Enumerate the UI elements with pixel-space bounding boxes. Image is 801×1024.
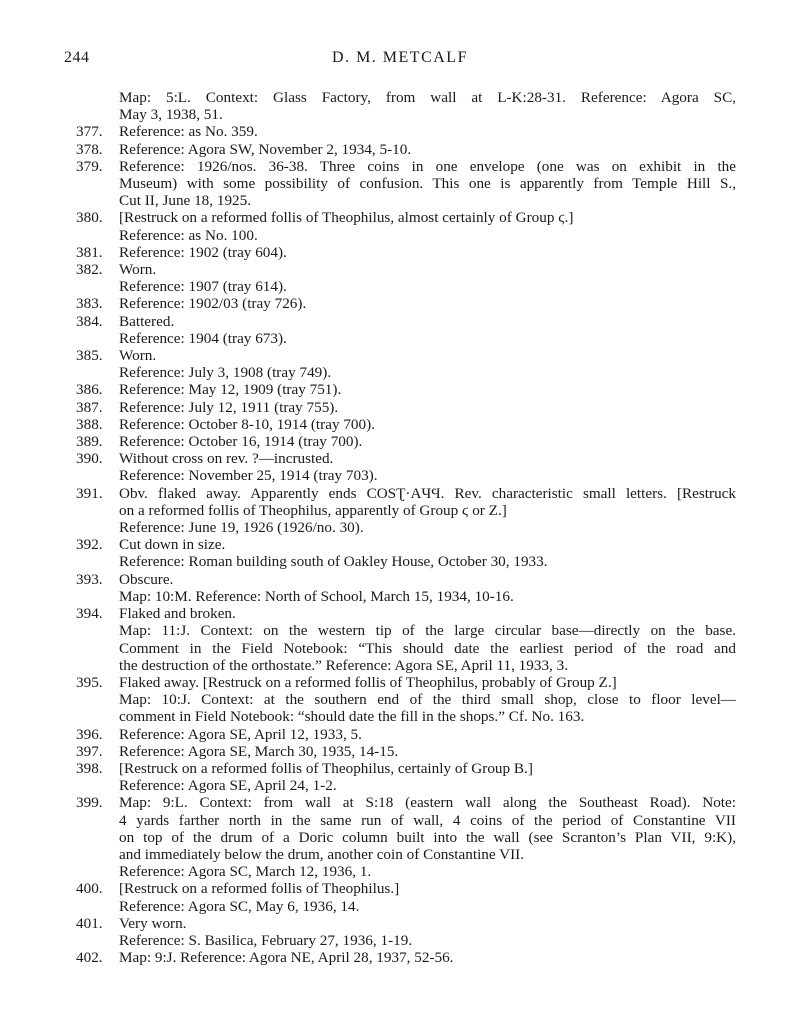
entry-number: 377. [76, 123, 103, 141]
catalogue-entry [76, 433, 736, 450]
entry-number: 378. [76, 140, 103, 158]
entry-text-line: [Restruck on a reformed follis of Theophilus.] [119, 880, 400, 898]
entry-text-line: Reference: as No. 100. [119, 226, 258, 244]
entry-number: 398. [76, 759, 103, 777]
entry-text-line: Reference: Agora SW, November 2, 1934, 5-10. [119, 140, 412, 158]
entry-text-line: comment in Field Notebook: “should date the fill in the shops.” Cf. No. 163. [119, 708, 585, 726]
catalogue-entry [76, 605, 736, 674]
entry-number: 383. [76, 295, 103, 313]
entry-text-line: [Restruck on a reformed follis of Theophilus, almost certainly of Group ϛ.] [119, 209, 574, 227]
entry-number: 379. [76, 157, 103, 175]
catalogue-entry [76, 261, 736, 295]
catalogue-entry [76, 89, 736, 123]
entry-number: 388. [76, 415, 103, 433]
entry-text-line: Comment in the Field Notebook: “This should date the earliest period of the road and [119, 639, 736, 657]
entry-text-line: Reference: October 8-10, 1914 (tray 700). [119, 415, 375, 433]
entry-number: 399. [76, 794, 103, 812]
entry-number: 381. [76, 243, 103, 261]
entry-number: 387. [76, 398, 103, 416]
catalogue-entry [76, 485, 736, 537]
running-title: D. M. METCALF [332, 49, 468, 66]
entry-text-line: May 3, 1938, 51. [119, 106, 223, 124]
entry-text-line: Reference: October 16, 1914 (tray 700). [119, 433, 363, 451]
entry-text-line: Reference: 1907 (tray 614). [119, 278, 287, 296]
entry-text-line: Map: 10:J. Context: at the southern end of the third small shop, close to floor level— [119, 691, 736, 709]
entry-number: 402. [76, 949, 103, 967]
entry-text-line: Flaked away. [Restruck on a reformed follis of Theophilus, probably of Group Z.] [119, 673, 617, 691]
catalogue-entry [76, 244, 736, 261]
catalogue-entry [76, 399, 736, 416]
entry-text-line: Reference: Agora SE, April 24, 1-2. [119, 777, 337, 795]
entry-text-line: Map: 11:J. Context: on the western tip of the large circular base—directly on the base. [119, 622, 736, 640]
catalogue-entry [76, 794, 736, 880]
catalogue-entry [76, 536, 736, 570]
entry-number: 389. [76, 433, 103, 451]
entry-text-line: Reference: November 25, 1914 (tray 703). [119, 467, 378, 485]
entry-number: 384. [76, 312, 103, 330]
entry-number: 392. [76, 536, 103, 554]
entry-text-line: and immediately below the drum, another coin of Constantine VII. [119, 845, 525, 863]
entry-number: 395. [76, 673, 103, 691]
entry-text-line: Flaked and broken. [119, 605, 236, 623]
catalogue-entry [76, 416, 736, 433]
catalogue-entry [76, 450, 736, 484]
entry-text-line: 4 yards farther north in the same run of wall, 4 coins of the period of Constantine VII [119, 811, 736, 829]
entry-number: 386. [76, 381, 103, 399]
entry-number: 391. [76, 484, 103, 502]
catalogue-entry [76, 381, 736, 398]
catalogue-entry [76, 760, 736, 794]
catalogue-entry [76, 313, 736, 347]
catalogue-entries [76, 89, 736, 966]
entry-text-line: Worn. [119, 261, 157, 279]
entry-text-line: Very worn. [119, 914, 187, 932]
entry-text-line: on a reformed follis of Theophilus, apparently of Group ϛ or Z.] [119, 501, 507, 519]
entry-text-line: Obscure. [119, 570, 174, 588]
entry-text-line: Reference: July 12, 1911 (tray 755). [119, 398, 339, 416]
entry-text-line: Reference: 1902 (tray 604). [119, 243, 287, 261]
catalogue-entry [76, 295, 736, 312]
entry-number: 396. [76, 725, 103, 743]
entry-text-line: Obv. flaked away. Apparently ends COSƮ·AЧϤ. Rev. characteristic small letters. [Restruck [119, 484, 736, 502]
catalogue-entry [76, 158, 736, 210]
entry-text-line: Reference: Agora SE, March 30, 1935, 14-15. [119, 742, 399, 760]
catalogue-entry [76, 674, 736, 726]
entry-text-line: Without cross on rev. ?—incrusted. [119, 450, 334, 468]
entry-number: 401. [76, 914, 103, 932]
entry-text-line: Reference: June 19, 1926 (1926/no. 30). [119, 519, 364, 537]
entry-text-line: Reference: May 12, 1909 (tray 751). [119, 381, 342, 399]
entry-number: 380. [76, 209, 103, 227]
entry-text-line: Cut down in size. [119, 536, 226, 554]
entry-number: 397. [76, 742, 103, 760]
entry-text-line: Reference: 1902/03 (tray 726). [119, 295, 307, 313]
entry-text-line: Worn. [119, 347, 157, 365]
entry-text-line: Reference: Agora SC, March 12, 1936, 1. [119, 863, 372, 881]
entry-text-line: Reference: as No. 359. [119, 123, 258, 141]
catalogue-entry [76, 571, 736, 605]
entry-number: 393. [76, 570, 103, 588]
entry-number: 385. [76, 347, 103, 365]
entry-text-line: Battered. [119, 312, 175, 330]
entry-text-line: Reference: S. Basilica, February 27, 1936, 1-19. [119, 931, 413, 949]
catalogue-entry [76, 347, 736, 381]
catalogue-entry [76, 915, 736, 949]
catalogue-entry [76, 726, 736, 743]
catalogue-entry [76, 880, 736, 914]
entry-text-line: Reference: Agora SE, April 12, 1933, 5. [119, 725, 362, 743]
entry-text-line: Reference: 1904 (tray 673). [119, 329, 287, 347]
entry-number: 390. [76, 450, 103, 468]
entry-number: 394. [76, 605, 103, 623]
entry-text-line: Map: 5:L. Context: Glass Factory, from wall at L-K:28-31. Reference: Agora SC, [119, 89, 736, 106]
entry-text-line: Map: 10:M. Reference: North of School, March 15, 1934, 10-16. [119, 587, 514, 605]
entry-number: 400. [76, 880, 103, 898]
entry-number: 382. [76, 261, 103, 279]
catalogue-entry [76, 123, 736, 140]
entry-text-line: Map: 9:L. Context: from wall at S:18 (eastern wall along the Southeast Road). Note: [119, 794, 736, 812]
page-header [64, 49, 736, 73]
entry-text-line: Reference: Agora SC, May 6, 1936, 14. [119, 897, 360, 915]
entry-text-line: Cut II, June 18, 1925. [119, 192, 252, 210]
entry-text-line: Reference: 1926/nos. 36-38. Three coins in one envelope (one was on exhibit in the [119, 157, 736, 175]
catalogue-entry [76, 949, 736, 966]
catalogue-entry [76, 743, 736, 760]
entry-text-line: Map: 9:J. Reference: Agora NE, April 28, 1937, 52-56. [119, 949, 454, 967]
entry-text-line: [Restruck on a reformed follis of Theophilus, certainly of Group B.] [119, 759, 533, 777]
catalogue-entry [76, 141, 736, 158]
entry-text-line: Museum) with some possibility of confusion. This one is apparently from Temple Hill S., [119, 175, 736, 193]
entry-text-line: on top of the drum of a Doric column built into the wall (see Scranton’s Plan VII, 9:K), [119, 828, 736, 846]
entry-text-line: Reference: July 3, 1908 (tray 749). [119, 364, 332, 382]
entry-text-line: the destruction of the orthostate.” Reference: Agora SE, April 11, 1933, 3. [119, 656, 569, 674]
catalogue-entry [76, 209, 736, 243]
entry-text-line: Reference: Roman building south of Oakley House, October 30, 1933. [119, 553, 548, 571]
page-number: 244 [64, 49, 90, 66]
